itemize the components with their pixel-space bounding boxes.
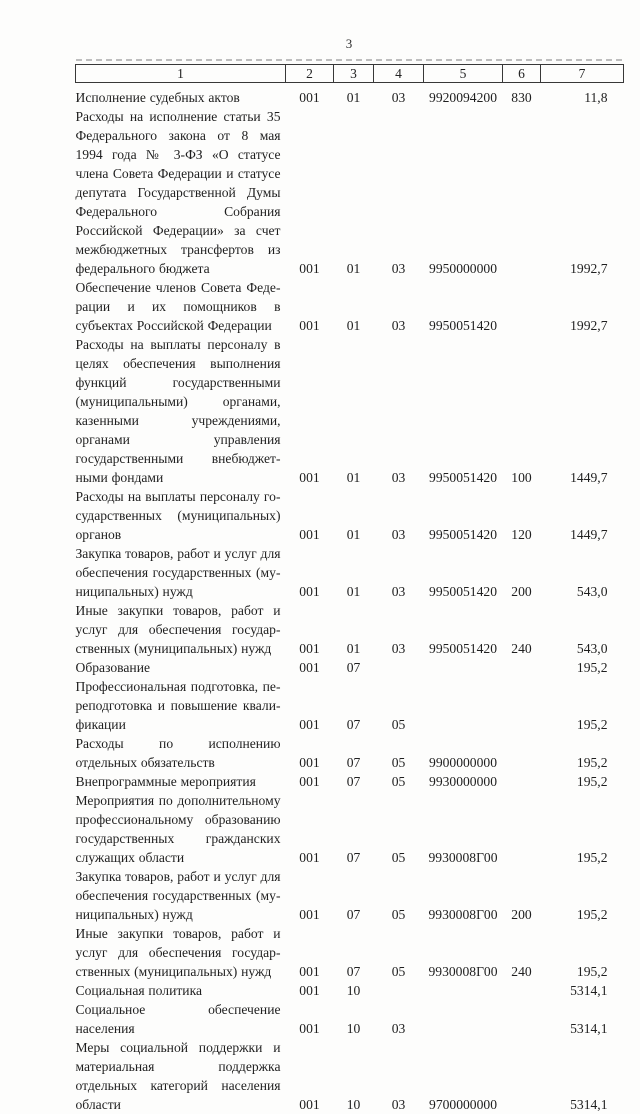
table-row bbox=[76, 734, 624, 772]
cell-expense-name: Расходы на выплаты персоналу в целях обеспечения выполнения функций государственными (муниципальными) органами, казенными учреждениями, органами управления государственными внебюджетными фондами bbox=[76, 335, 286, 487]
cell-code-main: 001 bbox=[286, 734, 334, 772]
cell-code-section: 07 bbox=[334, 924, 374, 981]
budget-table-wrap bbox=[75, 59, 623, 1114]
cell-code-main: 001 bbox=[286, 601, 334, 658]
cell-code-type: 240 bbox=[503, 924, 541, 981]
cell-code-type: 120 bbox=[503, 487, 541, 544]
cell-expense-name: Расходы на выплаты персоналу государственных (муниципальных) органов bbox=[76, 487, 286, 544]
cell-code-section: 01 bbox=[334, 601, 374, 658]
cell-expense-name: Закупка товаров, работ и услуг для обеспечения государственных (муниципальных) нужд bbox=[76, 544, 286, 601]
cell-code-section: 07 bbox=[334, 734, 374, 772]
table-row bbox=[76, 278, 624, 335]
cell-code-main: 001 bbox=[286, 791, 334, 867]
cell-code-target bbox=[424, 658, 503, 677]
cell-amount: 195,2 bbox=[541, 658, 624, 677]
cell-expense-name: Профессиональная подготовка, переподготовка и повышение квалификации bbox=[76, 677, 286, 734]
cell-code-target: 9930000000 bbox=[424, 772, 503, 791]
cell-code-section: 07 bbox=[334, 677, 374, 734]
cell-code-subsection: 05 bbox=[374, 734, 424, 772]
cell-expense-name: Иные закупки товаров, работ и услуг для обеспечения государственных (муниципальных) нужд bbox=[76, 924, 286, 981]
cell-code-main: 001 bbox=[286, 981, 334, 1000]
cell-code-type bbox=[503, 734, 541, 772]
cell-code-type bbox=[503, 677, 541, 734]
cell-amount: 195,2 bbox=[541, 791, 624, 867]
cell-code-main: 001 bbox=[286, 1038, 334, 1114]
cell-code-main: 001 bbox=[286, 487, 334, 544]
cell-code-subsection: 03 bbox=[374, 601, 424, 658]
cell-amount: 5314,1 bbox=[541, 1000, 624, 1038]
cell-code-section: 01 bbox=[334, 278, 374, 335]
cell-expense-name: Меры социальной поддержки и материальная поддержка отдельных категорий населения области bbox=[76, 1038, 286, 1114]
cell-code-subsection: 05 bbox=[374, 867, 424, 924]
cell-amount: 1449,7 bbox=[541, 487, 624, 544]
cell-code-main: 001 bbox=[286, 335, 334, 487]
cell-code-subsection: 03 bbox=[374, 335, 424, 487]
cell-amount: 1992,7 bbox=[541, 278, 624, 335]
cell-amount: 11,8 bbox=[541, 83, 624, 108]
cell-code-section: 01 bbox=[334, 544, 374, 601]
cell-code-type: 830 bbox=[503, 83, 541, 108]
cell-code-target: 9920094200 bbox=[424, 83, 503, 108]
cell-code-subsection: 05 bbox=[374, 924, 424, 981]
cell-amount: 195,2 bbox=[541, 734, 624, 772]
table-row bbox=[76, 335, 624, 487]
cell-expense-name: Закупка товаров, работ и услуг для обеспечения государственных (муниципальных) нужд bbox=[76, 867, 286, 924]
cell-expense-name: Иные закупки товаров, работ и услуг для обеспечения государственных (муниципальных) нужд bbox=[76, 601, 286, 658]
cell-code-subsection bbox=[374, 658, 424, 677]
column-header-1: 1 bbox=[76, 65, 286, 83]
column-header-4: 4 bbox=[374, 65, 424, 83]
cell-code-subsection: 03 bbox=[374, 278, 424, 335]
cell-code-section: 10 bbox=[334, 1038, 374, 1114]
cell-amount: 195,2 bbox=[541, 924, 624, 981]
table-row bbox=[76, 658, 624, 677]
cell-amount: 543,0 bbox=[541, 544, 624, 601]
cell-code-target bbox=[424, 981, 503, 1000]
cell-code-subsection: 03 bbox=[374, 107, 424, 278]
cell-expense-name: Мероприятия по дополнительному профессиональному образованию государственных гражданских служащих области bbox=[76, 791, 286, 867]
table-row bbox=[76, 487, 624, 544]
cell-code-subsection: 03 bbox=[374, 1038, 424, 1114]
cell-amount: 195,2 bbox=[541, 867, 624, 924]
cell-code-section: 01 bbox=[334, 83, 374, 108]
cell-code-type bbox=[503, 1000, 541, 1038]
cell-code-type bbox=[503, 278, 541, 335]
cell-code-main: 001 bbox=[286, 772, 334, 791]
cell-code-subsection: 05 bbox=[374, 791, 424, 867]
cell-code-section: 01 bbox=[334, 335, 374, 487]
cell-code-section: 07 bbox=[334, 658, 374, 677]
table-row bbox=[76, 107, 624, 278]
cell-code-target: 9900000000 bbox=[424, 734, 503, 772]
table-row bbox=[76, 677, 624, 734]
cell-code-type bbox=[503, 658, 541, 677]
budget-table bbox=[75, 64, 624, 1114]
cell-code-main: 001 bbox=[286, 83, 334, 108]
table-row bbox=[76, 601, 624, 658]
cell-expense-name: Исполнение судебных актов bbox=[76, 83, 286, 108]
cell-code-target bbox=[424, 1000, 503, 1038]
cell-code-main: 001 bbox=[286, 1000, 334, 1038]
cell-code-main: 001 bbox=[286, 677, 334, 734]
cell-code-type: 200 bbox=[503, 867, 541, 924]
cell-code-subsection: 05 bbox=[374, 772, 424, 791]
cell-code-main: 001 bbox=[286, 107, 334, 278]
cell-expense-name: Социальная политика bbox=[76, 981, 286, 1000]
cell-code-subsection: 03 bbox=[374, 83, 424, 108]
table-row bbox=[76, 1000, 624, 1038]
cell-code-target: 9950051420 bbox=[424, 544, 503, 601]
cell-code-main: 001 bbox=[286, 278, 334, 335]
cell-code-target: 9950051420 bbox=[424, 601, 503, 658]
table-row bbox=[76, 544, 624, 601]
table-row bbox=[76, 83, 624, 108]
column-header-2: 2 bbox=[286, 65, 334, 83]
cell-amount: 195,2 bbox=[541, 772, 624, 791]
column-header-6: 6 bbox=[503, 65, 541, 83]
cell-code-subsection: 05 bbox=[374, 677, 424, 734]
cell-expense-name: Социальное обеспечение населения bbox=[76, 1000, 286, 1038]
cell-amount: 1992,7 bbox=[541, 107, 624, 278]
cell-amount: 5314,1 bbox=[541, 981, 624, 1000]
cell-code-main: 001 bbox=[286, 924, 334, 981]
cell-code-subsection: 03 bbox=[374, 487, 424, 544]
cell-code-target: 9930008Г00 bbox=[424, 924, 503, 981]
cell-code-target: 9950051420 bbox=[424, 335, 503, 487]
table-row bbox=[76, 791, 624, 867]
column-header-5: 5 bbox=[424, 65, 503, 83]
cell-code-target: 9950000000 bbox=[424, 107, 503, 278]
cell-code-main: 001 bbox=[286, 544, 334, 601]
cell-code-type: 100 bbox=[503, 335, 541, 487]
cell-code-main: 001 bbox=[286, 867, 334, 924]
table-row bbox=[76, 924, 624, 981]
cell-code-section: 07 bbox=[334, 867, 374, 924]
cell-code-subsection: 03 bbox=[374, 544, 424, 601]
table-row bbox=[76, 867, 624, 924]
cell-expense-name: Расходы по исполнению отдельных обязательств bbox=[76, 734, 286, 772]
cell-expense-name: Обеспечение членов Совета Федерации и их помощников в субъектах Российской Федерации bbox=[76, 278, 286, 335]
cell-code-type: 240 bbox=[503, 601, 541, 658]
cell-expense-name: Расходы на исполнение статьи 35 Федерального закона от 8 мая 1994 года № 3-ФЗ «О статусе члена Совета Федерации и статусе депутата Государственной Думы Федерального Собрания Российской Федерации» за счет межбюджетных трансфертов из федерального бюджета bbox=[76, 107, 286, 278]
cell-code-section: 07 bbox=[334, 772, 374, 791]
cell-code-subsection bbox=[374, 981, 424, 1000]
cell-code-target: 9930008Г00 bbox=[424, 867, 503, 924]
cell-code-section: 01 bbox=[334, 107, 374, 278]
cell-amount: 195,2 bbox=[541, 677, 624, 734]
cell-expense-name: Образование bbox=[76, 658, 286, 677]
cell-code-subsection: 03 bbox=[374, 1000, 424, 1038]
cell-code-type bbox=[503, 1038, 541, 1114]
cell-expense-name: Внепрограммные мероприятия bbox=[76, 772, 286, 791]
cell-code-type bbox=[503, 107, 541, 278]
cell-code-section: 01 bbox=[334, 487, 374, 544]
column-header-7: 7 bbox=[541, 65, 624, 83]
cell-code-type bbox=[503, 791, 541, 867]
scan-artifact-line bbox=[76, 59, 622, 61]
cell-code-type bbox=[503, 772, 541, 791]
cell-code-target: 9930008Г00 bbox=[424, 791, 503, 867]
cell-code-section: 10 bbox=[334, 981, 374, 1000]
cell-code-target: 9950051420 bbox=[424, 487, 503, 544]
table-row bbox=[76, 1038, 624, 1114]
page-number: 3 bbox=[75, 36, 623, 52]
cell-amount: 1449,7 bbox=[541, 335, 624, 487]
cell-code-section: 10 bbox=[334, 1000, 374, 1038]
column-header-3: 3 bbox=[334, 65, 374, 83]
cell-code-main: 001 bbox=[286, 658, 334, 677]
table-row bbox=[76, 772, 624, 791]
table-row bbox=[76, 981, 624, 1000]
table-header-row bbox=[76, 65, 624, 83]
cell-code-target: 9950051420 bbox=[424, 278, 503, 335]
cell-code-target bbox=[424, 677, 503, 734]
budget-table-body bbox=[76, 83, 624, 1114]
cell-amount: 5314,1 bbox=[541, 1038, 624, 1114]
cell-code-type: 200 bbox=[503, 544, 541, 601]
cell-code-target: 9700000000 bbox=[424, 1038, 503, 1114]
cell-code-section: 07 bbox=[334, 791, 374, 867]
cell-code-type bbox=[503, 981, 541, 1000]
cell-amount: 543,0 bbox=[541, 601, 624, 658]
